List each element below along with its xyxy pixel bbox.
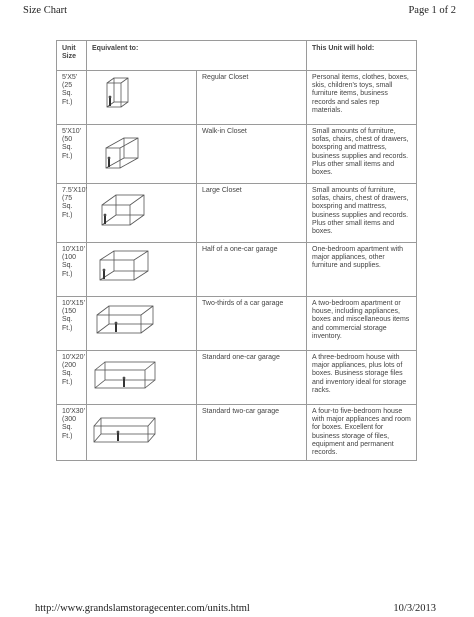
table-row [57, 297, 417, 351]
holds-cell: A three-bedroom house with major appliances, plus lots of boxes. Business storage files and inventory ideal for storage racks. [307, 351, 417, 405]
table-row [57, 351, 417, 405]
unit-illustration-cell [87, 184, 197, 243]
storage-unit-5x5-illustration [92, 74, 159, 116]
unit-size-cell: 10'X10' (100 Sq. Ft.) [57, 243, 87, 297]
storage-unit-10x30-illustration [92, 408, 159, 450]
unit-illustration-cell [87, 297, 197, 351]
unit-illustration-cell [87, 405, 197, 461]
storage-unit-10x15-illustration [92, 300, 159, 342]
equivalent-cell: Large Closet [197, 184, 307, 243]
table-header-row [57, 41, 417, 71]
equivalent-cell: Regular Closet [197, 71, 307, 125]
storage-unit-5x10-illustration [92, 128, 159, 174]
unit-illustration-cell [87, 71, 197, 125]
equivalent-cell: Half of a one-car garage [197, 243, 307, 297]
unit-size-cell: 7.5'X10' (75 Sq. Ft.) [57, 184, 87, 243]
size-chart-table [56, 40, 417, 461]
equivalent-cell: Standard two-car garage [197, 405, 307, 461]
header-holds: This Unit will hold: [307, 41, 417, 71]
unit-size-cell: 5'X5' (25 Sq. Ft.) [57, 71, 87, 125]
table-row [57, 405, 417, 461]
table-row [57, 243, 417, 297]
page-number: Page 1 of 2 [408, 5, 456, 16]
unit-illustration-cell [87, 351, 197, 405]
holds-cell: Small amounts of furniture, sofas, chairs, chest of drawers, boxspring and mattress, business supplies and records. Plus other small items and boxes. [307, 125, 417, 184]
holds-cell: Personal items, clothes, boxes, skis, children's toys, small furniture items, business records and sales rep materials. [307, 71, 417, 125]
storage-unit-10x20-illustration [92, 354, 159, 396]
page-header-title: Size Chart [23, 5, 68, 16]
equivalent-cell: Walk-in Closet [197, 125, 307, 184]
holds-cell: A four-to five-bedroom house with major appliances and room for boxes. Excellent for business storage of files, equipment and permanent records. [307, 405, 417, 461]
unit-size-cell: 10'X20' (200 Sq. Ft.) [57, 351, 87, 405]
header-unit-size: Unit Size [57, 41, 87, 71]
unit-illustration-cell [87, 243, 197, 297]
holds-cell: One-bedroom apartment with major appliances, other furniture and supplies. [307, 243, 417, 297]
unit-size-cell: 5'X10' (50 Sq. Ft.) [57, 125, 87, 184]
table-row [57, 125, 417, 184]
page-footer-url: http://www.grandslamstoragecenter.com/units.html [35, 603, 250, 614]
unit-illustration-cell [87, 125, 197, 184]
unit-size-cell: 10'X30' (300 Sq. Ft.) [57, 405, 87, 461]
header-equivalent: Equivalent to: [87, 41, 307, 71]
equivalent-cell: Standard one-car garage [197, 351, 307, 405]
page-footer-date: 10/3/2013 [393, 603, 436, 614]
equivalent-cell: Two-thirds of a car garage [197, 297, 307, 351]
holds-cell: A two-bedroom apartment or house, including appliances, boxes and miscellaneous items and commercial storage inventory. [307, 297, 417, 351]
storage-unit-10x10-illustration [92, 246, 159, 288]
unit-size-cell: 10'X15' (150 Sq. Ft.) [57, 297, 87, 351]
storage-unit-7x10-illustration [92, 187, 159, 233]
holds-cell: Small amounts of furniture, sofas, chairs, chest of drawers, boxspring and mattress, business supplies and records. Plus other small items and boxes. [307, 184, 417, 243]
table-row [57, 71, 417, 125]
table-row [57, 184, 417, 243]
